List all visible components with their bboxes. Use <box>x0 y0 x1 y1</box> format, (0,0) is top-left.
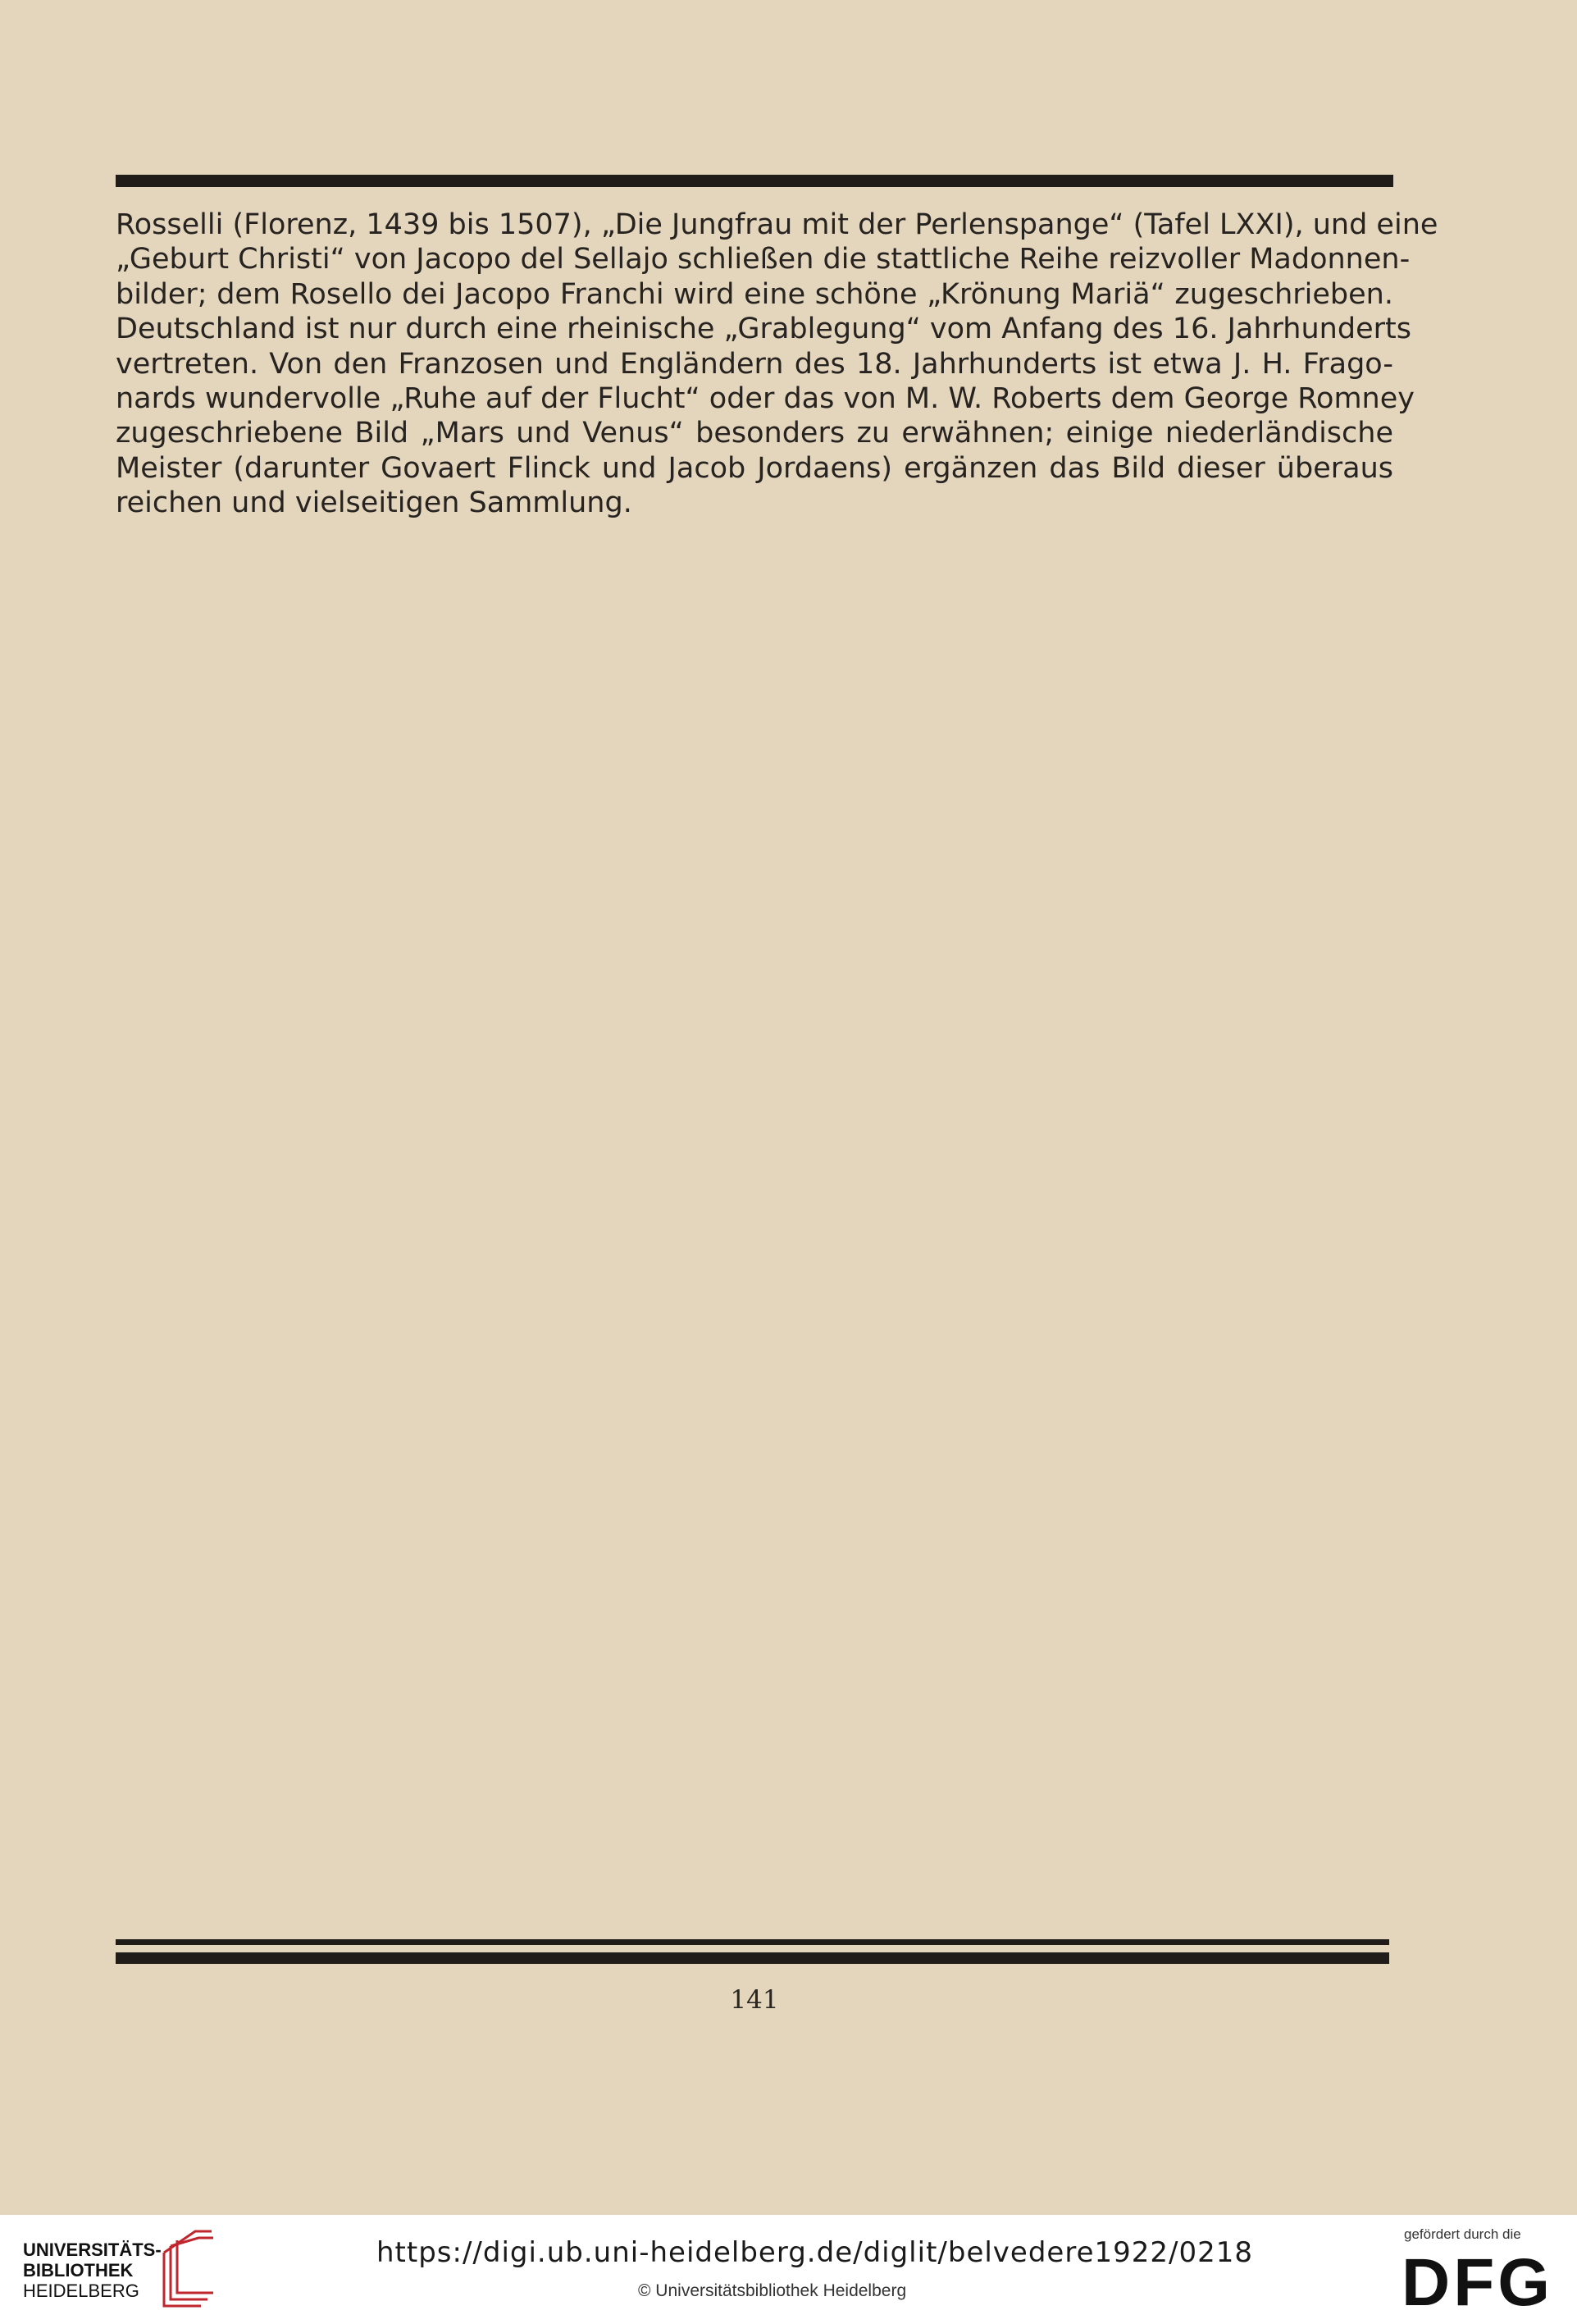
library-logo-line3: HEIDELBERG <box>23 2281 139 2301</box>
text-line: vertreten. Von den Franzosen und Engländern des 18. Jahrhunderts ist etwa J. H. Frago- <box>116 347 1393 381</box>
library-emblem-icon <box>156 2228 217 2310</box>
page-number: 141 <box>730 1985 779 2015</box>
bottom-rule-thin <box>116 1939 1389 1945</box>
text-line: Deutschland ist nur durch eine rheinische „Grablegung“ vom Anfang des 16. Jahrhunderts <box>116 313 1411 346</box>
text-line: Rosselli (Florenz, 1439 bis 1507), „Die Jungfrau mit der Perlenspange“ (Tafel LXXI), und eine <box>116 208 1438 241</box>
text-line: bilder; dem Rosello dei Jacopo Franchi wird eine schöne „Krönung Mariä“ zugeschrieben. <box>116 277 1393 311</box>
copyright-text: © Universitätsbibliothek Heidelberg <box>638 2281 907 2300</box>
library-logo-line1: UNIVERSITÄTS- <box>23 2240 162 2260</box>
library-logo[interactable] <box>23 2240 162 2301</box>
permalink-url[interactable]: https://digi.ub.uni-heidelberg.de/diglit/belvedere1922/0218 <box>376 2236 1254 2269</box>
dfg-logo[interactable]: DFG <box>1402 2245 1554 2320</box>
top-rule <box>116 175 1393 187</box>
text-line: zugeschriebene Bild „Mars und Venus“ besonders zu erwähnen; einige niederländische <box>116 417 1393 450</box>
library-logo-line2: BIBLIOTHEK <box>23 2260 134 2281</box>
bottom-rule-thick <box>116 1952 1389 1964</box>
footer-bar <box>0 2215 1577 2324</box>
text-line: reichen und vielseitigen Sammlung. <box>116 486 632 520</box>
funding-note: gefördert durch die <box>1404 2226 1521 2242</box>
text-line: „Geburt Christi“ von Jacopo del Sellajo schließen die stattliche Reihe reizvoller Madonnen- <box>116 243 1411 276</box>
text-line: Meister (darunter Govaert Flinck und Jacob Jordaens) ergänzen das Bild dieser überaus <box>116 451 1393 485</box>
body-paragraph <box>116 208 1438 521</box>
text-line: nards wundervolle „Ruhe auf der Flucht“ oder das von M. W. Roberts dem George Romney <box>116 382 1415 416</box>
